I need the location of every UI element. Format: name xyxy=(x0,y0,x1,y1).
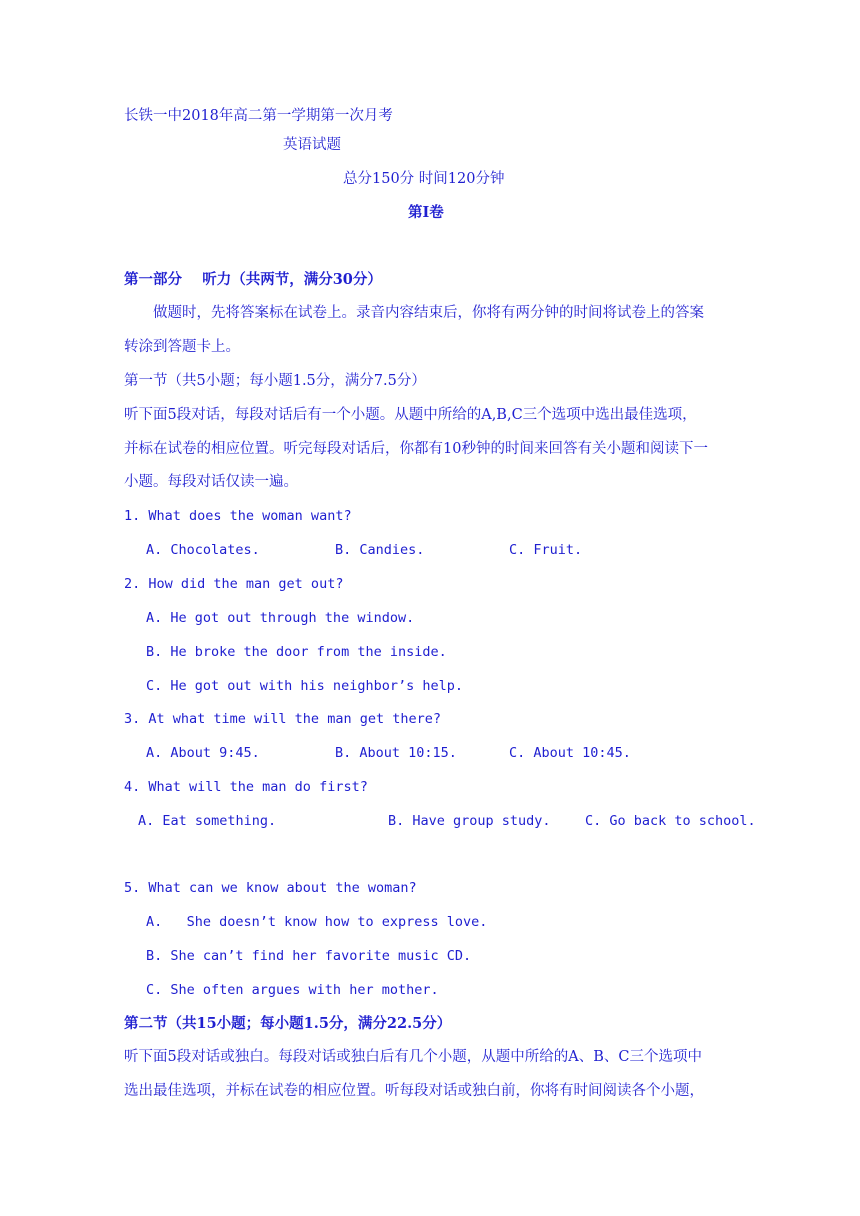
section2-title: 第二节（共15小题；每小题1.5分，满分22.5分） xyxy=(124,1015,452,1032)
question-3-option-c: C. About 10:45. xyxy=(509,745,631,761)
question-2-stem: 2. How did the man get out? xyxy=(124,576,344,592)
question-3-option-a: A. About 9:45. xyxy=(146,745,260,761)
section1-desc-line1: 听下面5段对话，每段对话后有一个小题。从题中所给的A,B,C三个选项中选出最佳选项， xyxy=(124,407,697,423)
question-2-option-b: B. He broke the door from the inside. xyxy=(146,644,447,660)
section2-desc-line2: 选出最佳选项，并标在试卷的相应位置。听每段对话或独白前，你将有时间阅读各个小题， xyxy=(124,1083,704,1099)
question-3-stem: 3. At what time will the man get there? xyxy=(124,711,441,727)
question-4-option-a: A. Eat something. xyxy=(138,813,277,829)
question-5-option-a: A. She doesn’t know how to express love. xyxy=(146,914,488,930)
question-2-option-c: C. He got out with his neighbor’s help. xyxy=(146,678,463,694)
question-3-option-b: B. About 10:15. xyxy=(335,745,457,761)
school-exam-title: 长铁一中2018年高二第一学期第一次月考 xyxy=(124,108,393,124)
part1-title: 第一部分 听力（共两节，满分30分） xyxy=(124,271,382,288)
section1-desc-line2: 并标在试卷的相应位置。听完每段对话后，你都有10秒钟的时间来回答有关小题和阅读下一 xyxy=(124,441,708,457)
question-4-stem: 4. What will the man do first? xyxy=(124,779,368,795)
section2-desc-line1: 听下面5段对话或独白。每段对话或独白后有几个小题，从题中所给的A、B、C三个选项中 xyxy=(124,1049,702,1065)
question-4-option-c: C. Go back to school. xyxy=(585,813,756,829)
question-1-option-a: A. Chocolates. xyxy=(146,542,260,558)
question-1-stem: 1. What does the woman want? xyxy=(124,508,352,524)
question-2-option-a: A. He got out through the window. xyxy=(146,610,415,626)
question-5-option-c: C. She often argues with her mother. xyxy=(146,982,439,998)
volume-title: 第Ⅰ卷 xyxy=(408,204,444,221)
question-1-option-c: C. Fruit. xyxy=(509,542,583,558)
part1-instruction-line2: 转涂到答题卡上。 xyxy=(124,339,240,355)
part1-instruction-line1: 做题时，先将答案标在试卷上。录音内容结束后，你将有两分钟的时间将试卷上的答案 xyxy=(153,305,704,321)
subject-title: 英语试题 xyxy=(283,137,341,153)
question-5-option-b: B. She can’t find her favorite music CD. xyxy=(146,948,472,964)
section1-desc-line3: 小题。每段对话仅读一遍。 xyxy=(124,474,298,490)
question-4-option-b: B. Have group study. xyxy=(388,813,551,829)
section1-title: 第一节（共5小题；每小题1.5分，满分7.5分） xyxy=(124,373,426,389)
question-1-option-b: B. Candies. xyxy=(335,542,425,558)
question-5-stem: 5. What can we know about the woman? xyxy=(124,880,417,896)
score-time-line: 总分150分 时间120分钟 xyxy=(343,171,505,187)
